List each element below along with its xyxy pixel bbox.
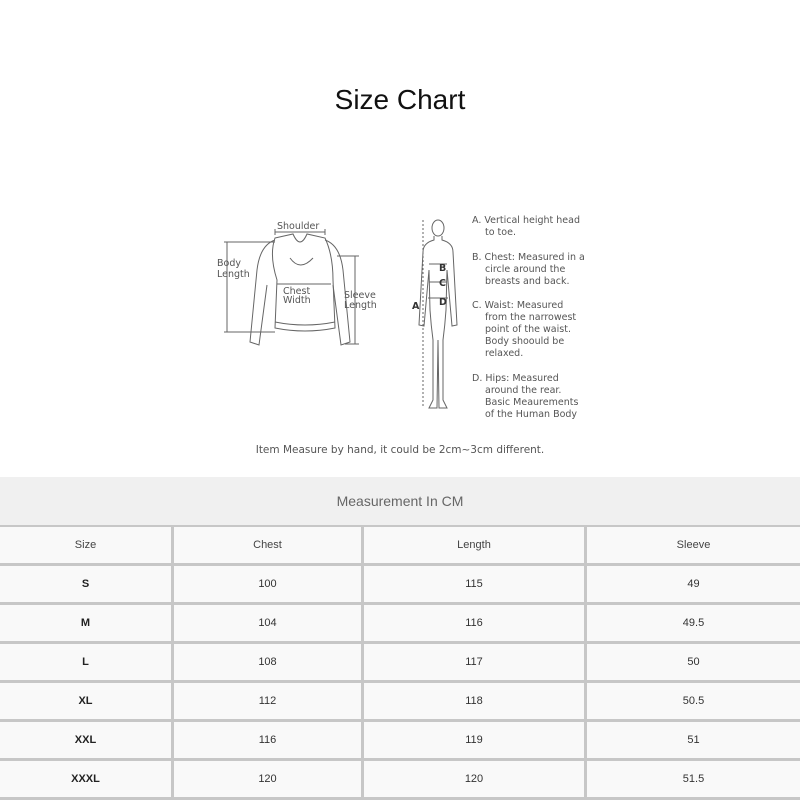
legend-d-1: D. Hips: Measured	[472, 373, 559, 384]
table-cell-sleeve: 50.5	[587, 683, 800, 719]
body-length-label-2: Length	[217, 269, 250, 280]
legend-d-4: of the Human Body	[485, 409, 578, 420]
table-cell-chest: 116	[174, 722, 361, 758]
table-cell-sleeve: 49.5	[587, 605, 800, 641]
figure-letter-a: A	[412, 301, 420, 312]
body-length-label-1: Body	[217, 258, 241, 269]
table-cell-size: L	[0, 644, 171, 680]
table-cell-length: 116	[364, 605, 584, 641]
page-title: Size Chart	[334, 84, 466, 115]
legend-b-1: B. Chest: Measured in a	[472, 252, 585, 263]
figure-letter-c: C	[439, 278, 446, 289]
legend-c-2: from the narrowest	[485, 312, 577, 323]
measurement-legend	[472, 215, 585, 420]
table-cell-length: 117	[364, 644, 584, 680]
header-length: Length	[364, 527, 584, 563]
header-size: Size	[0, 527, 171, 563]
figure-letter-b: B	[439, 263, 447, 274]
table-cell-size: M	[0, 605, 171, 641]
table-cell-size: XL	[0, 683, 171, 719]
legend-a-1: A. Vertical height head	[472, 215, 580, 226]
legend-b-3: breasts and back.	[485, 276, 570, 287]
legend-d-2: around the rear.	[485, 385, 562, 396]
legend-c-1: C. Waist: Measured	[472, 300, 564, 311]
table-cell-size: XXXL	[0, 761, 171, 797]
table-cell-length: 118	[364, 683, 584, 719]
table-cell-sleeve: 51.5	[587, 761, 800, 797]
sleeve-length-label-1: Sleeve	[344, 290, 376, 301]
table-cell-size: S	[0, 566, 171, 602]
table-cell-length: 119	[364, 722, 584, 758]
measurement-diagram	[205, 210, 595, 465]
shoulder-label: Shoulder	[277, 221, 320, 232]
table-cell-sleeve: 51	[587, 722, 800, 758]
legend-c-4: Body shoould be	[485, 336, 565, 347]
measurement-illustration	[205, 210, 595, 465]
header-sleeve: Sleeve	[587, 527, 800, 563]
table-cell-chest: 108	[174, 644, 361, 680]
table-cell-sleeve: 49	[587, 566, 800, 602]
table-cell-chest: 100	[174, 566, 361, 602]
legend-d-3: Basic Meaurements	[485, 397, 579, 408]
legend-b-2: circle around the	[485, 264, 566, 275]
legend-c-3: point of the waist.	[485, 324, 571, 335]
table-cell-length: 115	[364, 566, 584, 602]
legend-a-2: to toe.	[485, 227, 516, 238]
table-cell-chest: 104	[174, 605, 361, 641]
table-cell-chest: 112	[174, 683, 361, 719]
size-table	[0, 477, 800, 800]
human-figure-icon	[419, 220, 457, 408]
table-cell-chest: 120	[174, 761, 361, 797]
sleeve-length-label-2: Length	[344, 300, 377, 311]
header-chest: Chest	[174, 527, 361, 563]
chest-width-label-1: Chest	[283, 286, 311, 297]
figure-letter-d: D	[439, 297, 447, 308]
table-cell-size: XXL	[0, 722, 171, 758]
table-cell-length: 120	[364, 761, 584, 797]
measurement-note: Item Measure by hand, it could be 2cm~3cm different.	[255, 444, 545, 456]
table-cell-sleeve: 50	[587, 644, 800, 680]
legend-c-5: relaxed.	[485, 348, 524, 359]
table-caption: Measurement In CM	[0, 477, 800, 525]
chest-width-label-2: Width	[283, 295, 311, 306]
